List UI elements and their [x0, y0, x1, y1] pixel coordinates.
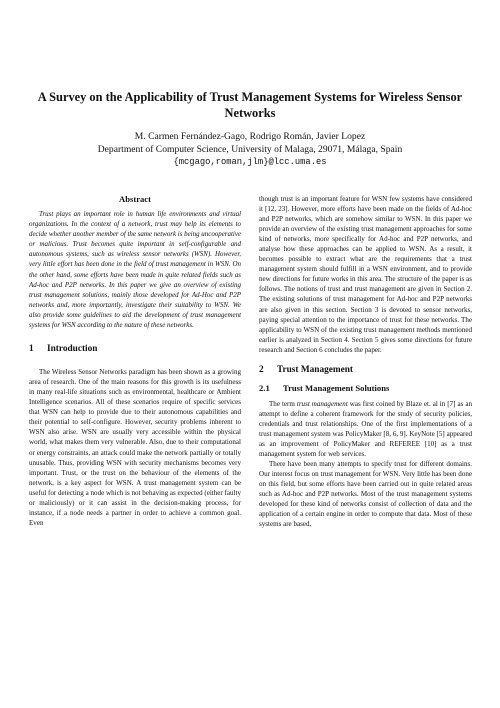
- subsection-heading-solutions: [259, 382, 472, 394]
- abstract-heading: Abstract: [119, 194, 151, 204]
- left-column: [29, 194, 241, 528]
- section-number: 2: [259, 364, 264, 375]
- text-run: The term: [269, 399, 297, 408]
- section-title: Trust Management: [277, 364, 353, 375]
- paper-title: A Survey on the Applicability of Trust Management Systems for Wireless Sensor Networks: [37, 90, 463, 120]
- emphasized-term: trust management: [296, 399, 348, 408]
- section-number: 1: [29, 344, 34, 355]
- body-paragraph: [259, 399, 472, 459]
- section-heading-introduction: [29, 343, 241, 355]
- right-column: [259, 194, 472, 529]
- body-paragraph: There have been many attempts to specify trust for different domains. Our interest focus on trust management for WSN. Very little has been done on this field, but some efforts have been carried out in quite related areas such as Ad-hoc and P2P networks. Most of the trust management systems developed for these kind of networks consist of collection of data and the application of a certain engine in order to compute that data. Most of these systems are based,: [259, 460, 472, 529]
- author-names: M. Carmen Fernández-Gago, Rodrigo Román, Javier Lopez: [134, 131, 366, 142]
- author-block: [20, 131, 480, 169]
- section-title: Introduction: [47, 344, 98, 355]
- section-heading-trust-management: [259, 364, 472, 376]
- subsection-number: 2.1: [259, 382, 270, 393]
- abstract-text: Trust plays an important role in human life environments and virtual organizations. In the context of a network, trust may help its elements to decide whether another member of the same network is being uncooperative or malicious. Trust becomes quite important in self-configurable and autonomous systems, such as wireless sensor networks (WSN). However, very little effort has been done in the field of trust management in WSN. On the other hand, some efforts have been made in quite related fields such as Ad-hoc and P2P networks. In this paper we give an overview of existing trust management solutions, mainly those developed for Ad-Hoc and P2P networks and, more importantly, investigate their suitability to WSN. We also provide some guidelines to aid the development of trust management systems for WSN according to the nature of these networks.: [29, 210, 241, 330]
- author-affiliation: Department of Computer Science, University of Malaga, 29071, Málaga, Spain: [97, 143, 403, 155]
- text-run: was first coined by Blaze et. al in [7] as an attempt to define a coherent framework for the study of security policies, credentials and trust relationships. One of the first implementations of a trust management system was PolicyMaker [8, 6, 9]. KeyNote [5] appeared as an improvement of PolicyMaker and REFEREE [10] as a trust management system for web services.: [259, 399, 472, 458]
- intro-paragraph: The Wireless Sensor Networks paradigm has been shown as a growing area of research. One of the main reasons for this growth is its usefulness in many real-life situations such as environmental, healthcare or Ambient Intelligence scenarios. All of these scenarios require of specific services that WSN can help to provide due to their autonomous capabilities and their potential to self-configure. However, security problems inherent to WSN also arise. WSN are usually very accessible within the physical world, what makes them very vulnerable. Also, due to their computational or energy constraints, an attack could make the network partially or totally unusable. Thus, providing WSN with security mechanisms becomes very important. Trust, or the trust on the behaviour of the elements of the network, is a key aspect for WSN. A trust management system can be useful for detecting a node which is not behaving as expected (either faulty or maliciously) or it can assist in the decision-making process, for instance, if a node needs a partner in order to achieve a common goal. Even: [29, 368, 241, 527]
- intro-continuation-paragraph: though trust is an important feature for WSN few systems have considered it [12, 23]. However, more efforts have been made on the fields of Ad-hoc and P2P networks, which are somehow similar to WSN. In this paper we provide an overview of the existing trust management approaches for some kind of networks, more specifically for Ad-hoc and P2P networks, and analyse how these approaches can be applied to WSN. As a result, it becomes possible to extract what are the requirements that a trust management system should fulfill in a WSN environment, and to provide new directions for future works in this area. The structure of the paper is as follows. The notions of trust and trust management are given in Section 2. The existing solutions of trust management for Ad-hoc and P2P networks are also given in this section. Section 3 is devoted to sensor networks, paying special attention to the importance of trust for these networks. The applicability to WSN of the existing trust management methods mentioned earlier is analyzed in Section 4. Section 5 gives some directions for future research and Section 6 concludes the paper.: [259, 195, 472, 354]
- subsection-title: Trust Management Solutions: [283, 382, 390, 393]
- author-emails: {mcgago,roman,jlm}@lcc.uma.es: [173, 157, 327, 167]
